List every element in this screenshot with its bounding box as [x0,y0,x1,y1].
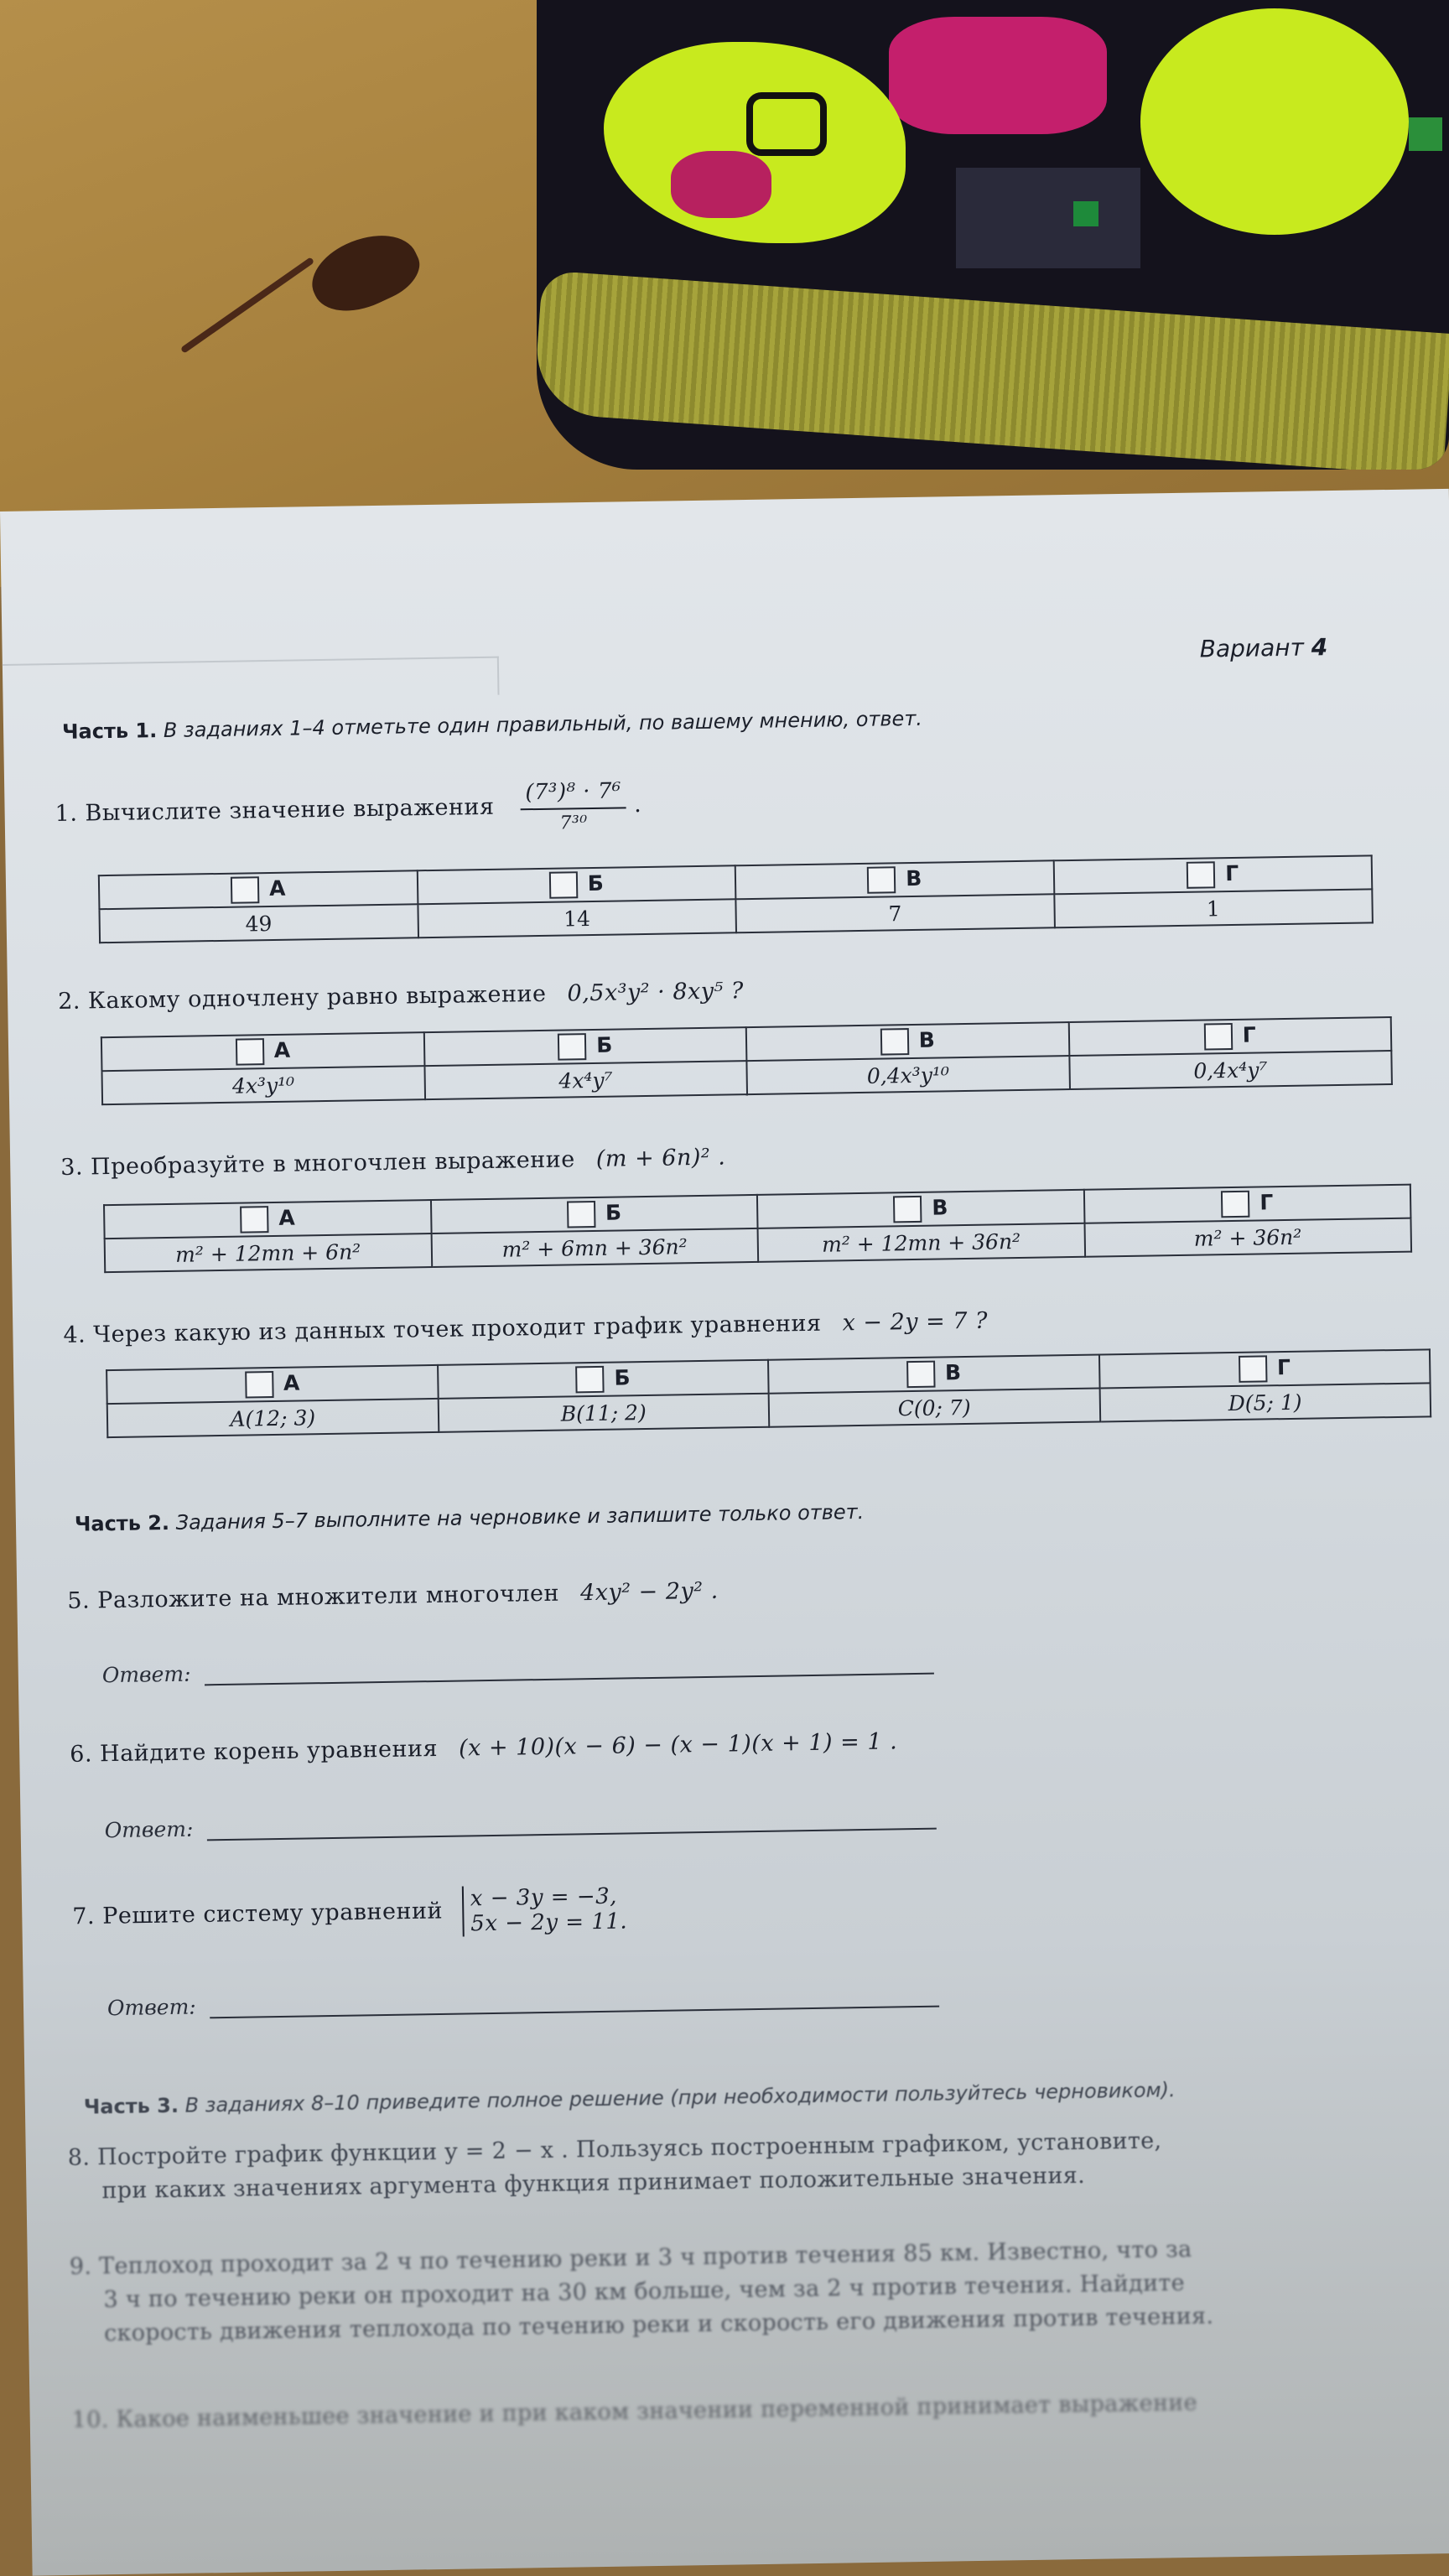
part2-instructions: Задания 5–7 выполните на черновике и запишите только ответ. [175,1499,865,1535]
part1-label: Часть 1. [61,719,158,744]
equation-1: x − 3y = −3, [470,1883,618,1912]
option-v[interactable] [757,1190,1084,1228]
task-6 [70,1728,897,1767]
option-letter: А [283,1370,300,1395]
option-value: C(0; 7) [769,1389,1100,1427]
task-text: Через какую из данных точек проходит график уравнения [93,1310,822,1348]
option-value: m² + 12mn + 36n² [758,1223,1085,1262]
worksheet [0,489,1449,2576]
task-5 [67,1578,719,1614]
task-text: Решите систему уравнений [101,1898,444,1929]
option-value: 4x³y¹⁰ [101,1066,424,1104]
option-b[interactable] [430,1195,757,1233]
option-letter: А [278,1205,295,1230]
option-value: m² + 12mn + 6n² [105,1233,432,1272]
fraction-numerator: (7³)⁸ · 7⁶ [520,778,626,810]
option-letter: Г [1225,860,1239,886]
task-number: 9. [69,2253,92,2280]
task-text: при каких значениях аргумента функция принимает положительные значения. [101,2162,1086,2205]
task-text: Теплоход проходит за 2 ч по течению реки и 3 ч против течения 85 км. Известно, что за [98,2236,1192,2280]
option-value: A(12; 3) [107,1399,439,1437]
task-number: 3. [60,1154,84,1181]
option-a[interactable] [99,870,418,909]
part2-header [75,1500,865,1536]
desk-stain-tail [180,257,314,354]
task-4 [63,1308,988,1348]
task-text: 3 ч по течению реки он проходит на 30 км больше, чем за 2 ч против течения. Найдите [103,2270,1186,2314]
checkbox[interactable] [906,1361,935,1389]
option-v[interactable] [768,1355,1099,1394]
task-number: 8. [67,2144,91,2171]
task-2-options [101,1016,1393,1105]
checkbox[interactable] [867,866,896,894]
option-letter: Б [614,1365,631,1390]
header-box [3,657,500,703]
task-1-options [98,854,1374,943]
option-b[interactable] [423,1027,746,1066]
task-expression: 0,5x³y² · 8xy⁵ ? [567,978,745,1007]
task-text: Преобразуйте в многочлен выражение [90,1146,575,1181]
fraction-expression [520,778,626,834]
option-letter: А [268,875,286,901]
checkbox[interactable] [1204,1023,1233,1051]
checkbox[interactable] [1239,1355,1267,1383]
variant-label [1199,633,1327,662]
option-a[interactable] [106,1365,438,1404]
answer-5 [102,1650,934,1688]
task-expression: 4xy² − 2y² . [579,1577,719,1607]
part2-label: Часть 2. [74,1510,170,1536]
option-value: 7 [735,894,1054,932]
option-g[interactable] [1068,1017,1391,1056]
checkbox[interactable] [231,876,259,904]
part1-header [62,707,922,744]
pencil-case-print [1140,8,1409,235]
equation-2: 5x − 2y = 11. [470,1909,628,1937]
task-9 [70,2229,1446,2351]
checkbox[interactable] [1187,861,1215,889]
option-value: 1 [1054,889,1373,927]
task-expression: x − 2y = 7 ? [842,1307,989,1337]
pencil-case-print [1409,117,1442,151]
option-v[interactable] [746,1022,1069,1061]
task-text: Постройте график функции y = 2 − x . Пользуясь построенным графиком, установите, [96,2127,1162,2171]
option-value: 14 [418,899,736,937]
option-g[interactable] [1083,1185,1410,1223]
task-4-options [106,1348,1431,1438]
zipper [537,270,1449,470]
task-7 [72,1883,628,1942]
option-value: 0,4x³y¹⁰ [746,1056,1069,1094]
checkbox[interactable] [245,1371,273,1399]
task-text: Вычислите значение выражения [85,793,495,827]
task-8 [68,2120,1444,2209]
option-letter: Б [587,870,605,896]
option-letter: Б [605,1200,622,1225]
option-value: B(11; 2) [438,1394,769,1432]
option-value: D(5; 1) [1099,1383,1431,1421]
checkbox[interactable] [575,1366,604,1394]
option-a[interactable] [101,1032,424,1071]
task-number: 2. [57,988,81,1015]
task-text: Какому одночлену равно выражение [87,980,547,1015]
pencil-case-print [889,17,1107,134]
answer-label: Ответ: [106,1994,196,2021]
option-value: m² + 36n² [1084,1218,1411,1257]
task-number: 4. [63,1322,86,1348]
checkbox[interactable] [549,871,578,899]
answer-line[interactable] [210,1989,939,2019]
task-text: Найдите корень уравнения [99,1735,439,1768]
option-letter: В [932,1195,948,1220]
option-letter: А [273,1037,291,1062]
part3-instructions: В заданиях 8–10 приведите полное решение (при необходимости пользуйтесь черновиком). [184,2078,1176,2117]
option-g[interactable] [1098,1349,1430,1388]
answer-label: Ответ: [101,1661,191,1688]
task-number: 10. [71,2407,109,2433]
task-text: скорость движения теплохода по течению реки и скорость его движения против течения. [103,2303,1214,2347]
option-v[interactable] [735,860,1054,899]
task-expression: (m + 6n)² . [595,1144,726,1172]
option-letter: Г [1242,1022,1256,1047]
answer-6 [104,1805,936,1843]
checkbox[interactable] [880,1028,909,1056]
task-3-options [103,1184,1412,1273]
pencil-case [537,0,1449,470]
task-text: Какое наименьшее значение и при каком значении переменной принимает выражение [116,2389,1198,2433]
checkbox[interactable] [558,1033,586,1061]
task-expression: (x + 10)(x − 6) − (x − 1)(x + 1) = 1 . [458,1728,898,1762]
answer-line[interactable] [204,1656,933,1686]
task-number: 1. [55,800,78,828]
option-letter: В [905,865,922,891]
checkbox[interactable] [567,1201,595,1228]
option-letter: Б [596,1032,613,1057]
pencil-case-print [746,92,827,156]
pencil-case-print [956,168,1140,268]
pencil-case-print [671,151,771,218]
task-2 [58,978,744,1015]
task-10 [71,2382,1446,2438]
checkbox[interactable] [893,1196,922,1223]
option-letter: Г [1259,1190,1274,1215]
answer-7 [107,1983,939,2021]
equation-system [462,1883,628,1936]
option-value: 0,4x⁴y⁷ [1069,1051,1392,1089]
task-text: Разложите на множители многочлен [97,1580,560,1614]
checkbox[interactable] [240,1206,268,1233]
desk-stain [301,219,428,325]
option-letter: В [944,1360,962,1385]
option-g[interactable] [1053,855,1372,894]
task-1: 1. Вычислите значение выражения $\frac{\text{(7³)⁸ · 7⁶}}{\text{7³⁰}}$ . [55,778,642,834]
part1-instructions: В заданиях 1–4 отметьте один правильный, по вашему мнению, ответ. [163,706,923,742]
option-value: 49 [99,904,418,943]
variant-text: Вариант [1199,633,1305,663]
answer-label: Ответ: [104,1816,194,1843]
option-letter: Г [1276,1354,1291,1380]
part3-label: Часть 3. [83,2093,179,2119]
option-a[interactable] [104,1200,431,1239]
option-value: m² + 6mn + 36n² [431,1228,758,1267]
task-number: 5. [67,1587,91,1614]
option-b[interactable] [417,865,735,904]
option-value: 4x⁴y⁷ [424,1061,747,1099]
option-b[interactable] [438,1360,769,1399]
fraction-denominator: 7³⁰ [559,813,588,834]
checkbox[interactable] [1221,1191,1249,1218]
task-3 [60,1145,726,1181]
pencil-case-print [1073,201,1098,226]
checkbox[interactable] [235,1038,263,1066]
answer-line[interactable] [206,1811,936,1841]
task-number: 7. [72,1903,96,1930]
task-number: 6. [70,1741,93,1768]
option-letter: В [918,1027,936,1052]
part3-header [84,2078,1176,2118]
variant-number: 4 [1311,633,1328,662]
